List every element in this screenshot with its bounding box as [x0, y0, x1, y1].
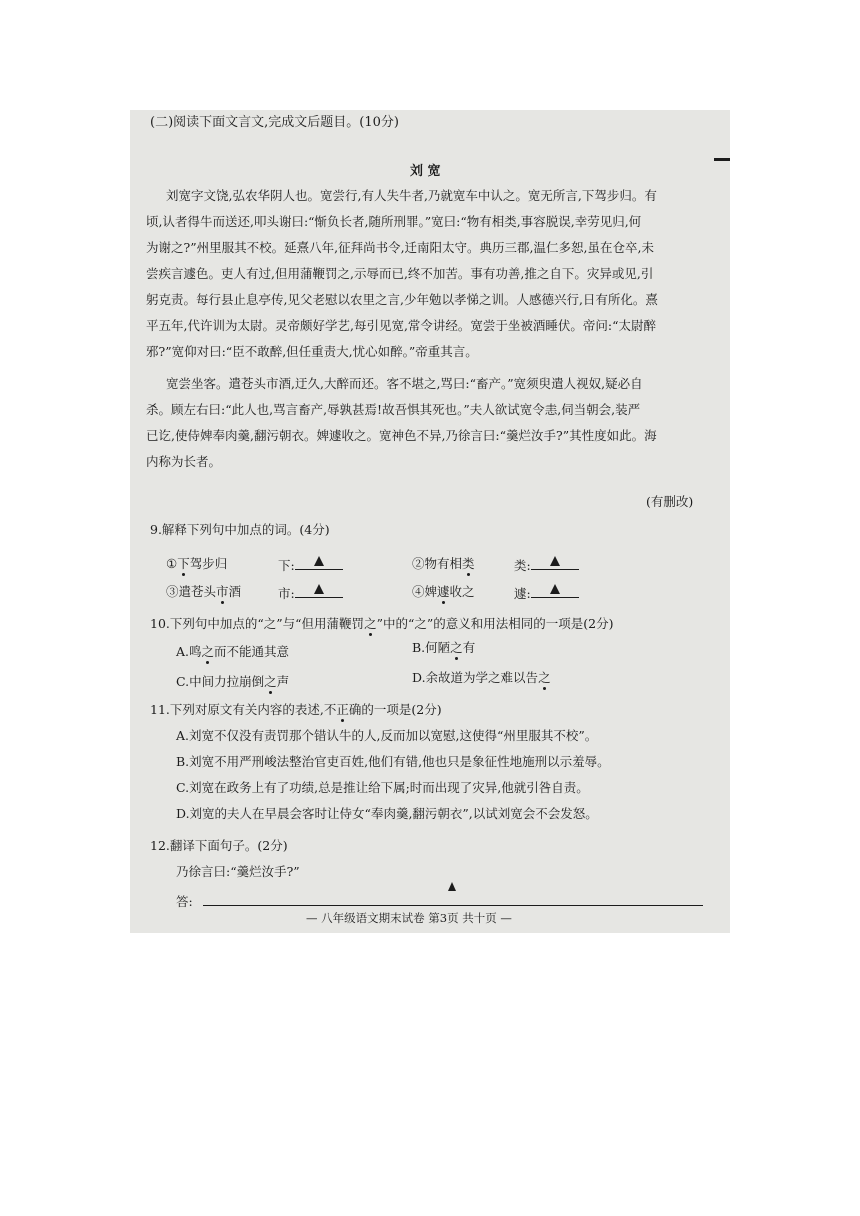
q11-stem: 11.下列对原文有关内容的表述,不正确的一项是(2分) — [150, 702, 442, 717]
dotted-word: 之 — [264, 674, 277, 689]
dotted-word: 类 — [462, 556, 475, 571]
dotted-word: 市 — [216, 584, 229, 599]
q10-stem: 10.下列句中加点的“之”与“但用蒲鞭罚之”中的“之”的意义和用法相同的一项是(2分) — [150, 616, 614, 631]
passage-line: 刘宽字文饶,弘农华阴人也。宽尝行,有人失牛者,乃就宽车中认之。宽无所言,下驾步归。有 — [166, 188, 657, 203]
q11-option-c[interactable]: C.刘宽在政务上有了功绩,总是推让给下属;时而出现了灾异,他就引咎自责。 — [176, 780, 589, 795]
passage-line: 宽尝坐客。遣苍头市酒,迂久,大醉而还。客不堪之,骂曰:“畜产。”宽须臾遣人视奴,疑必自 — [166, 376, 643, 391]
q9-item-1: ①下驾步归 — [166, 556, 228, 571]
passage-line: 邪?”宽仰对曰:“臣不敢醉,但任重责大,忧心如醉。”帝重其言。 — [146, 344, 478, 359]
q10-option-c[interactable]: C.中间力拉崩倒之声 — [176, 674, 290, 689]
q9-item-3: ③遣苍头市酒 — [166, 584, 242, 599]
passage-line: 杀。顾左右曰:“此人也,骂言畜产,辱孰甚焉!故吾惧其死也。”夫人欲试宽令恚,伺当朝会,装严 — [146, 402, 641, 417]
passage-line: 尝疾言遽色。吏人有过,但用蒲鞭罚之,示辱而已,终不加苦。事有功善,推之自下。灾异或见,引 — [146, 266, 654, 281]
q9-key-4: 遽: — [514, 584, 579, 602]
passage-line: 平五年,代许训为太尉。灵帝颇好学艺,每引见宽,常令讲经。宽尝于坐被酒睡伏。帝问:“太尉醉 — [146, 318, 657, 333]
dotted-word: 下 — [177, 556, 190, 571]
answer-line[interactable] — [203, 905, 703, 906]
section-header: (二)阅读下面文言文,完成文后题目。(10分) — [150, 115, 399, 130]
passage-line: 内称为长者。 — [146, 454, 222, 469]
q10-option-b[interactable]: B.何陋之有 — [412, 640, 476, 655]
triangle-icon — [448, 882, 456, 891]
q9-item-4: ④婢遽收之 — [412, 584, 475, 599]
q10-option-d[interactable]: D.余故道为学之难以告之 — [412, 670, 551, 685]
q12-sentence: 乃徐言曰:“羹烂汝手?” — [176, 864, 300, 879]
q11-option-d[interactable]: D.刘宽的夫人在早晨会客时让侍女“奉肉羹,翻污朝衣”,以试刘宽会不会发怒。 — [176, 806, 598, 821]
answer-blank[interactable] — [295, 584, 343, 598]
source-note: (有删改) — [646, 494, 694, 509]
q11-option-b[interactable]: B.刘宽不用严刑峻法整治官吏百姓,他们有错,他也只是象征性地施刑以示羞辱。 — [176, 754, 610, 769]
triangle-icon — [550, 584, 560, 594]
q11-option-a[interactable]: A.刘宽不仅没有责罚那个错认牛的人,反而加以宽慰,这使得“州里服其不校”。 — [176, 728, 598, 743]
triangle-icon — [314, 556, 324, 566]
answer-blank[interactable] — [531, 556, 579, 570]
page-edge-mark — [714, 158, 730, 161]
dotted-word: 之 — [538, 670, 551, 685]
q9-item-2: ②物有相类 — [412, 556, 475, 571]
q9-stem: 9.解释下列句中加点的词。(4分) — [150, 522, 330, 537]
answer-blank[interactable] — [531, 584, 579, 598]
q9-key-2: 类: — [514, 556, 579, 574]
passage-line: 躬克责。每行县止息亭传,见父老慰以农里之言,少年勉以孝悌之训。人感德兴行,日有所化。熹 — [146, 292, 658, 307]
dotted-word: 遽 — [437, 584, 450, 599]
passage-line: 为谢之?”州里服其不校。延熹八年,征拜尚书令,迁南阳太守。典历三郡,温仁多恕,虽在仓卒,未 — [146, 240, 654, 255]
q9-key-1: 下: — [278, 556, 343, 574]
triangle-icon — [314, 584, 324, 594]
answer-label: 答: — [176, 894, 193, 909]
exam-page-photo — [130, 110, 730, 933]
page-footer: — 八年级语文期末试卷 第3页 共十页 — — [306, 911, 512, 925]
dotted-word: 之 — [450, 640, 463, 655]
q9-key-3: 市: — [278, 584, 343, 602]
dotted-word: 之 — [364, 616, 377, 631]
q10-option-a[interactable]: A.鸣之而不能通其意 — [176, 644, 290, 659]
dotted-word: 不正确 — [323, 702, 362, 717]
triangle-icon — [550, 556, 560, 566]
dotted-word: 之 — [201, 644, 215, 659]
q12-stem: 12.翻译下面句子。(2分) — [150, 838, 288, 853]
passage-line: 顷,认者得牛而送还,叩头谢曰:“惭负长者,随所刑罪。”宽曰:“物有相类,事容脱误,幸劳见归,何 — [146, 214, 642, 229]
passage-title: 刘 宽 — [410, 164, 441, 179]
answer-blank[interactable] — [295, 556, 343, 570]
passage-line: 已讫,使侍婢奉肉羹,翻污朝衣。婢遽收之。宽神色不异,乃徐言曰:“羹烂汝手?”其性度如此。海 — [146, 428, 657, 443]
